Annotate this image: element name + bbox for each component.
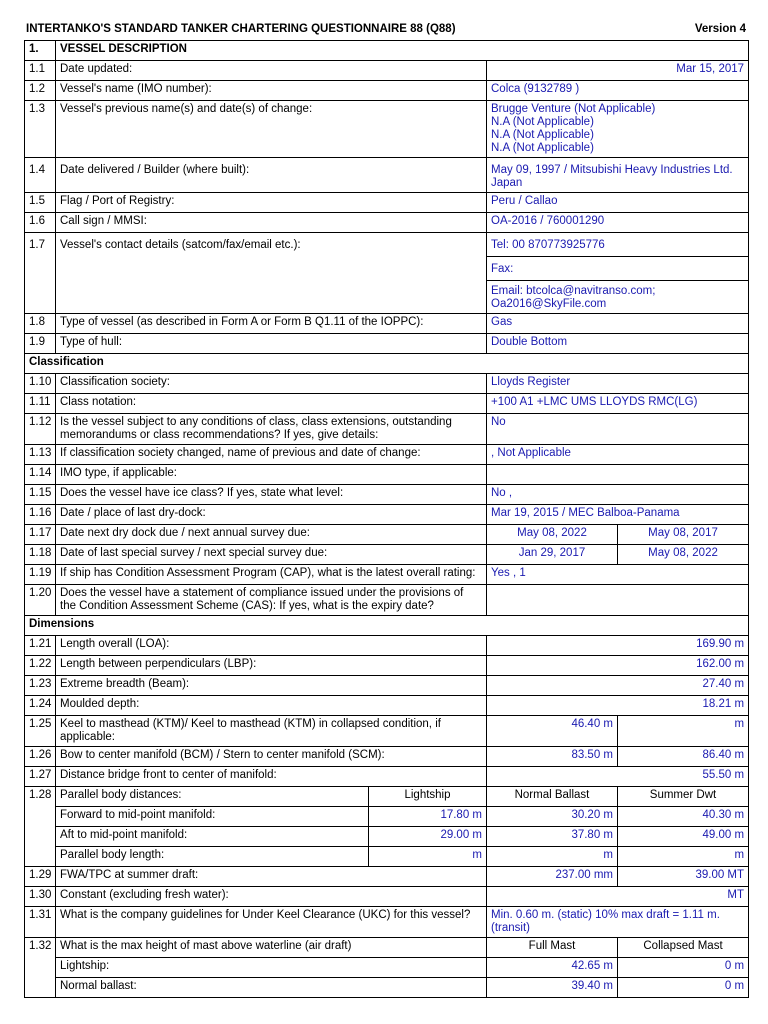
aft-summer-value: 49.00 m <box>618 827 749 847</box>
next-special-survey-value: May 08, 2022 <box>618 545 749 565</box>
row-1-12 <box>25 414 749 445</box>
question-label: Vessel's name (IMO number): <box>56 81 487 101</box>
class-conditions-value: No <box>487 414 749 445</box>
row-1-15 <box>25 485 749 505</box>
row-number: 1.12 <box>25 414 56 445</box>
ktm-collapsed-value: m <box>618 716 749 747</box>
section-header-row <box>25 41 749 61</box>
row-number: 1.25 <box>25 716 56 747</box>
row-1-26 <box>25 747 749 767</box>
row-number: 1.11 <box>25 394 56 414</box>
contact-email-value <box>487 281 749 314</box>
ballast-full-mast-value: 39.40 m <box>487 978 618 998</box>
row-1-30 <box>25 887 749 907</box>
question-label: Distance bridge front to center of manifold: <box>56 767 487 787</box>
last-special-survey-value: Jan 29, 2017 <box>487 545 618 565</box>
row-1-21 <box>25 636 749 656</box>
row-number: 1.18 <box>25 545 56 565</box>
forward-lightship-value: 17.80 m <box>369 807 487 827</box>
email-line: Oa2016@SkyFile.com <box>491 298 607 310</box>
question-label: Constant (excluding fresh water): <box>56 887 487 907</box>
question-label: Extreme breadth (Beam): <box>56 676 487 696</box>
row-number: 1.15 <box>25 485 56 505</box>
question-label: If ship has Condition Assessment Program (CAP), what is the latest overall rating: <box>56 565 487 585</box>
classification-subheader <box>25 354 749 374</box>
row-1-20 <box>25 585 749 616</box>
question-line: Keel to masthead (KTM)/ Keel to masthead (KTM) in collapsed condition, if <box>60 718 441 730</box>
lightship-full-mast-value: 42.65 m <box>487 958 618 978</box>
question-label: Class notation: <box>56 394 487 414</box>
row-1-28-length <box>25 847 749 867</box>
last-drydock-value: Mar 19, 2015 / MEC Balboa-Panama <box>487 505 749 525</box>
ukc-line: Min. 0.60 m. (static) 10% max draft = 1.11 m. <box>491 909 720 921</box>
row-1-13 <box>25 445 749 465</box>
document-version: Version 4 <box>694 23 746 35</box>
bridge-manifold-value: 55.50 m <box>487 767 749 787</box>
question-label: Moulded depth: <box>56 696 487 716</box>
column-header-summer-dwt: Summer Dwt <box>618 787 749 807</box>
moulded-depth-value: 18.21 m <box>487 696 749 716</box>
question-label: Call sign / MMSI: <box>56 213 487 233</box>
questionnaire-table <box>24 40 749 998</box>
row-number: 1.24 <box>25 696 56 716</box>
next-drydock-value: May 08, 2022 <box>487 525 618 545</box>
ukc-line: (transit) <box>491 922 530 934</box>
row-1-31 <box>25 907 749 938</box>
row-number: 1.3 <box>25 101 56 158</box>
ice-class-value: No , <box>487 485 749 505</box>
question-label: Flag / Port of Registry: <box>56 193 487 213</box>
ktm-value: 46.40 m <box>487 716 618 747</box>
question-label: FWA/TPC at summer draft: <box>56 867 487 887</box>
aft-ballast-value: 37.80 m <box>487 827 618 847</box>
question-label: Type of hull: <box>56 334 487 354</box>
beam-value: 27.40 m <box>487 676 749 696</box>
row-1-17 <box>25 525 749 545</box>
question-label: Date next dry dock due / next annual survey due: <box>56 525 487 545</box>
bcm-value: 83.50 m <box>487 747 618 767</box>
row-number: 1.31 <box>25 907 56 938</box>
question-label: Aft to mid-point manifold: <box>56 827 369 847</box>
question-label: What is the max height of mast above waterline (air draft) <box>56 938 487 958</box>
row-1-2 <box>25 81 749 101</box>
row-number: 1.2 <box>25 81 56 101</box>
row-1-28-forward <box>25 807 749 827</box>
column-header-normal-ballast: Normal Ballast <box>487 787 618 807</box>
row-number: 1.23 <box>25 676 56 696</box>
row-number: 1.10 <box>25 374 56 394</box>
row-1-18 <box>25 545 749 565</box>
subsection-title: Classification <box>25 354 749 374</box>
question-line: the Condition Assessment Scheme (CAS): If yes, what is the expiry date? <box>60 600 434 612</box>
row-number: 1.9 <box>25 334 56 354</box>
document-header <box>26 23 746 39</box>
row-1-28-header <box>25 787 749 807</box>
row-1-32-header <box>25 938 749 958</box>
forward-ballast-value: 30.20 m <box>487 807 618 827</box>
row-number: 1.21 <box>25 636 56 656</box>
dimensions-subheader <box>25 616 749 636</box>
question-label: Parallel body length: <box>56 847 369 867</box>
row-1-19 <box>25 565 749 585</box>
previous-names-value <box>487 101 749 158</box>
row-number: 1.22 <box>25 656 56 676</box>
row-1-5 <box>25 193 749 213</box>
row-number: 1.29 <box>25 867 56 887</box>
row-1-32-lightship <box>25 958 749 978</box>
builder-line: May 09, 1997 / Mitsubishi Heavy Industries Ltd. <box>491 164 733 176</box>
contact-fax-value: Fax: <box>487 257 749 281</box>
call-sign-value: OA-2016 / 760001290 <box>487 213 749 233</box>
previous-name-line: N.A (Not Applicable) <box>491 129 594 141</box>
builder-value <box>487 158 749 193</box>
row-1-11 <box>25 394 749 414</box>
row-number: 1.26 <box>25 747 56 767</box>
row-1-32-ballast <box>25 978 749 998</box>
question-label: Date / place of last dry-dock: <box>56 505 487 525</box>
row-1-6 <box>25 213 749 233</box>
email-line: Email: btcolca@navitranso.com; <box>491 285 656 297</box>
row-number: 1.20 <box>25 585 56 616</box>
question-label <box>56 585 487 616</box>
forward-summer-value: 40.30 m <box>618 807 749 827</box>
row-1-3 <box>25 101 749 158</box>
row-1-4 <box>25 158 749 193</box>
question-label: Bow to center manifold (BCM) / Stern to center manifold (SCM): <box>56 747 487 767</box>
row-1-25 <box>25 716 749 747</box>
previous-name-line: Brugge Venture (Not Applicable) <box>491 103 656 115</box>
row-number: 1.28 <box>25 787 56 867</box>
question-label: IMO type, if applicable: <box>56 465 487 485</box>
imo-type-value <box>487 465 749 485</box>
question-label <box>56 716 487 747</box>
flag-value: Peru / Callao <box>487 193 749 213</box>
row-number: 1.8 <box>25 314 56 334</box>
row-1-1 <box>25 61 749 81</box>
document-title: INTERTANKO'S STANDARD TANKER CHARTERING QUESTIONNAIRE 88 (Q88) <box>26 23 456 35</box>
row-1-22 <box>25 656 749 676</box>
question-label: Length overall (LOA): <box>56 636 487 656</box>
length-summer-value: m <box>618 847 749 867</box>
ukc-value <box>487 907 749 938</box>
row-1-28-aft <box>25 827 749 847</box>
hull-type-value: Double Bottom <box>487 334 749 354</box>
row-number: 1.14 <box>25 465 56 485</box>
question-label: Parallel body distances: <box>56 787 369 807</box>
row-number: 1.19 <box>25 565 56 585</box>
row-1-23 <box>25 676 749 696</box>
column-header-collapsed-mast: Collapsed Mast <box>618 938 749 958</box>
row-1-8 <box>25 314 749 334</box>
lightship-collapsed-mast-value: 0 m <box>618 958 749 978</box>
row-1-14 <box>25 465 749 485</box>
class-change-value: , Not Applicable <box>487 445 749 465</box>
question-label: Date updated: <box>56 61 487 81</box>
row-number: 1.13 <box>25 445 56 465</box>
question-label: Date delivered / Builder (where built): <box>56 158 487 193</box>
aft-lightship-value: 29.00 m <box>369 827 487 847</box>
row-1-10 <box>25 374 749 394</box>
cap-rating-value: Yes , 1 <box>487 565 749 585</box>
date-updated-value: Mar 15, 2017 <box>487 61 749 81</box>
loa-value: 169.90 m <box>487 636 749 656</box>
vessel-name-value: Colca (9132789 ) <box>487 81 749 101</box>
lbp-value: 162.00 m <box>487 656 749 676</box>
row-1-27 <box>25 767 749 787</box>
row-number: 1.4 <box>25 158 56 193</box>
row-1-29 <box>25 867 749 887</box>
length-ballast-value: m <box>487 847 618 867</box>
column-header-lightship: Lightship <box>369 787 487 807</box>
question-label: Classification society: <box>56 374 487 394</box>
constant-value: MT <box>487 887 749 907</box>
question-label: Length between perpendiculars (LBP): <box>56 656 487 676</box>
row-number: 1.27 <box>25 767 56 787</box>
column-header-full-mast: Full Mast <box>487 938 618 958</box>
row-1-7-tel <box>25 233 749 257</box>
question-label <box>56 414 487 445</box>
question-label: Normal ballast: <box>56 978 487 998</box>
question-line: Does the vessel have a statement of compliance issued under the provisions of <box>60 587 464 599</box>
vessel-type-value: Gas <box>487 314 749 334</box>
class-notation-value: +100 A1 +LMC UMS LLOYDS RMC(LG) <box>487 394 749 414</box>
length-lightship-value: m <box>369 847 487 867</box>
section-title: VESSEL DESCRIPTION <box>56 41 749 61</box>
question-label: Lightship: <box>56 958 487 978</box>
subsection-title: Dimensions <box>25 616 749 636</box>
contact-tel-value: Tel: 00 870773925776 <box>487 233 749 257</box>
previous-name-line: N.A (Not Applicable) <box>491 116 594 128</box>
next-annual-survey-value: May 08, 2017 <box>618 525 749 545</box>
question-label: Type of vessel (as described in Form A or Form B Q1.11 of the IOPPC): <box>56 314 487 334</box>
fwa-value: 237.00 mm <box>487 867 618 887</box>
row-number: 1.1 <box>25 61 56 81</box>
row-number: 1.6 <box>25 213 56 233</box>
previous-name-line: N.A (Not Applicable) <box>491 142 594 154</box>
question-label: What is the company guidelines for Under Keel Clearance (UKC) for this vessel? <box>56 907 487 938</box>
builder-line: Japan <box>491 177 523 189</box>
question-label: Does the vessel have ice class? If yes, state what level: <box>56 485 487 505</box>
tpc-value: 39.00 MT <box>618 867 749 887</box>
row-number: 1.17 <box>25 525 56 545</box>
question-line: memorandums or class recommendations? If yes, give details: <box>60 429 379 441</box>
question-label: Vessel's previous name(s) and date(s) of change: <box>56 101 487 158</box>
row-number: 1.32 <box>25 938 56 998</box>
question-label: Forward to mid-point manifold: <box>56 807 369 827</box>
row-number: 1.16 <box>25 505 56 525</box>
cas-value <box>487 585 749 616</box>
row-number: 1.7 <box>25 233 56 314</box>
class-society-value: Lloyds Register <box>487 374 749 394</box>
row-1-24 <box>25 696 749 716</box>
question-line: applicable: <box>60 731 115 743</box>
scm-value: 86.40 m <box>618 747 749 767</box>
row-1-9 <box>25 334 749 354</box>
row-number: 1.30 <box>25 887 56 907</box>
question-label: Vessel's contact details (satcom/fax/email etc.): <box>56 233 487 314</box>
ballast-collapsed-mast-value: 0 m <box>618 978 749 998</box>
row-1-16 <box>25 505 749 525</box>
question-label: Date of last special survey / next special survey due: <box>56 545 487 565</box>
row-number: 1.5 <box>25 193 56 213</box>
question-label: If classification society changed, name of previous and date of change: <box>56 445 487 465</box>
section-number: 1. <box>25 41 56 61</box>
question-line: Is the vessel subject to any conditions of class, class extensions, outstanding <box>60 416 452 428</box>
